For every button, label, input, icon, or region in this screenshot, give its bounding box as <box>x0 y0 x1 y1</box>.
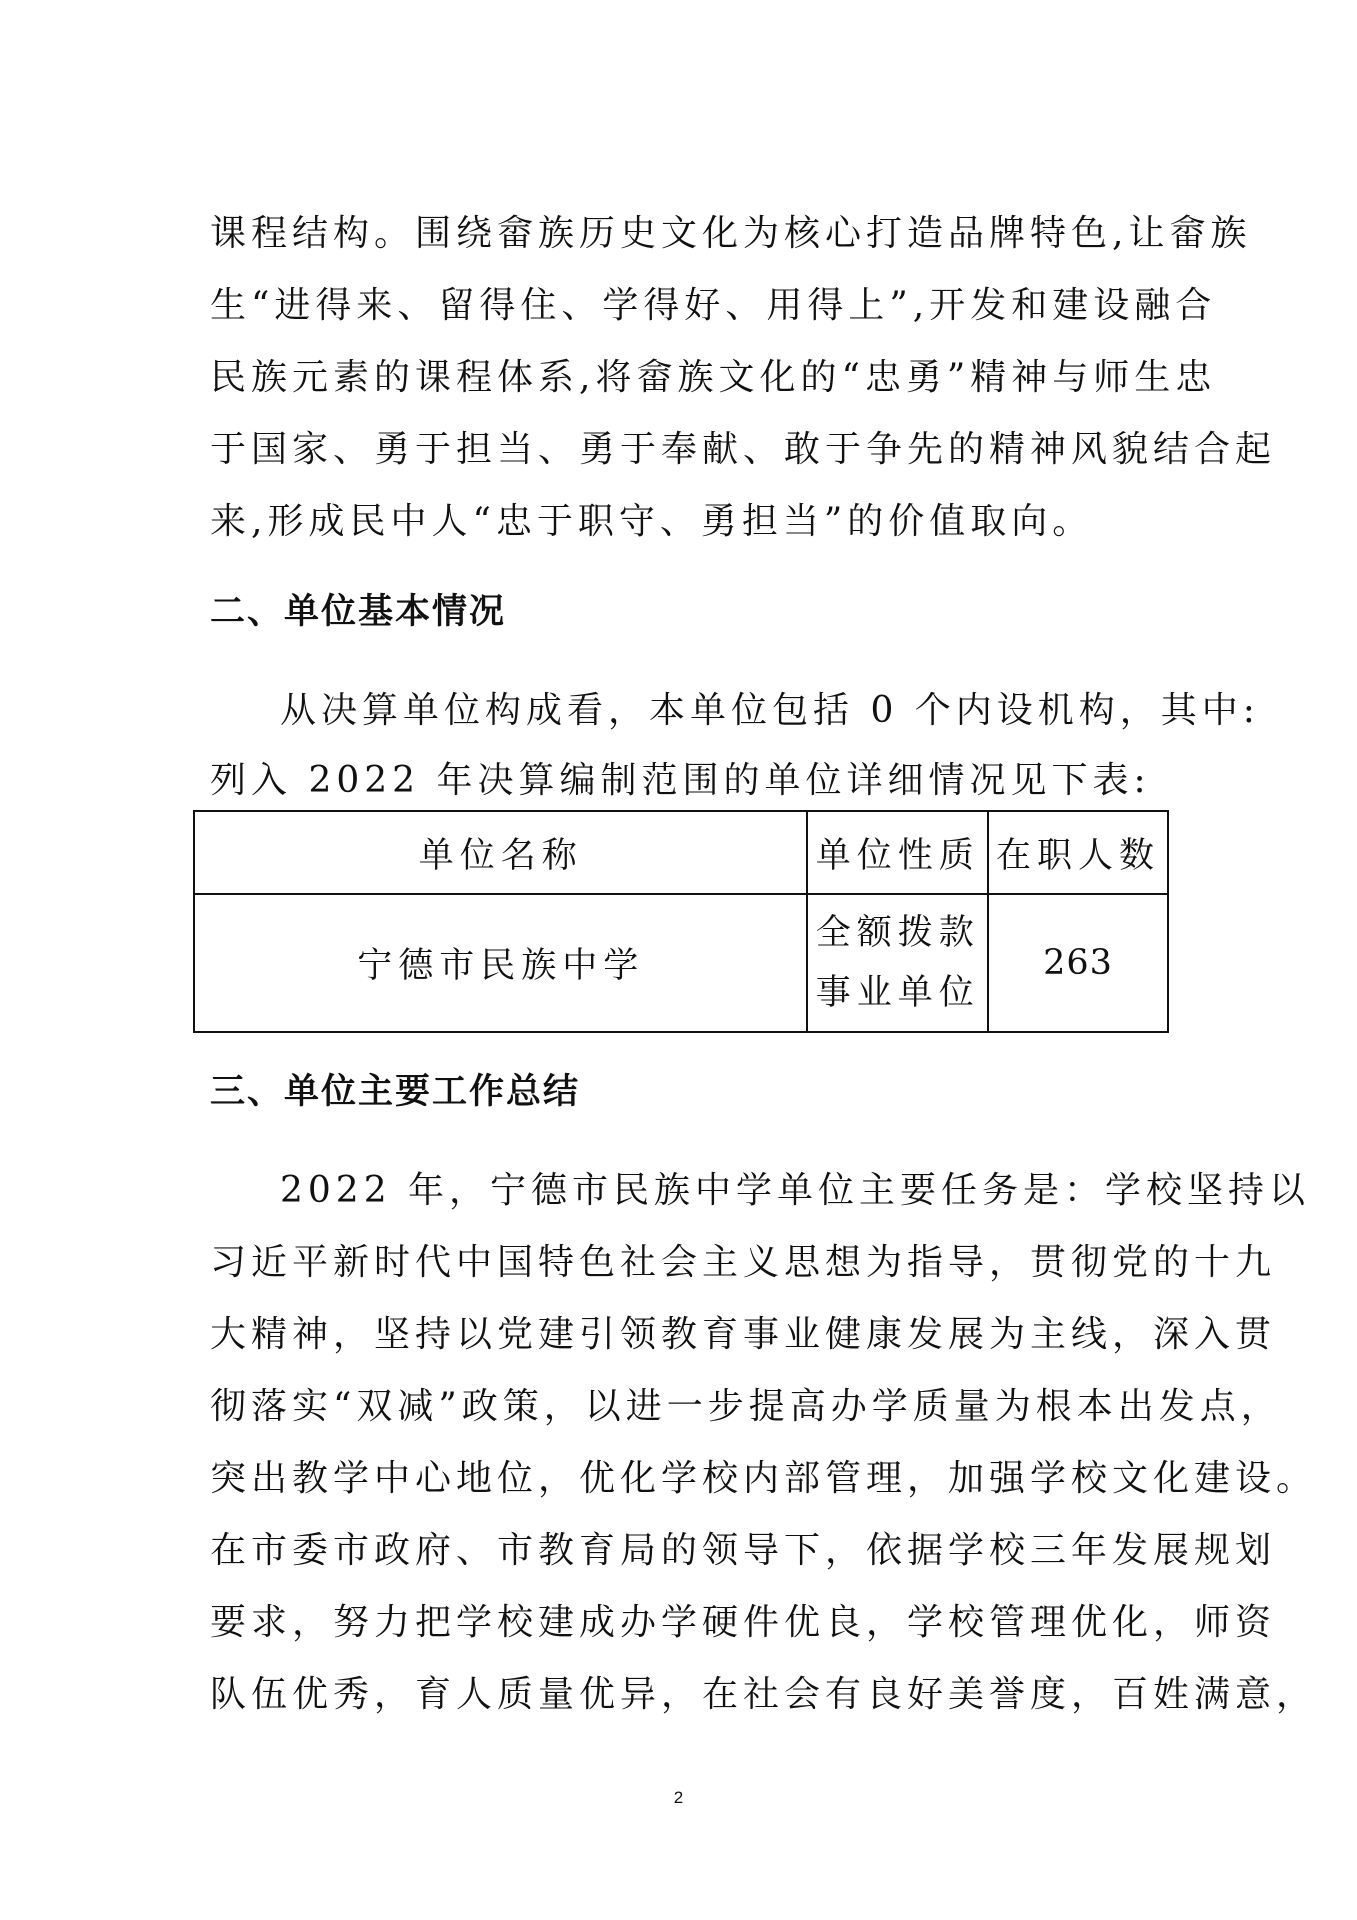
section-heading: 二、单位基本情况 <box>210 592 507 632</box>
table-header-cell: 单位性质 <box>807 811 988 894</box>
body-text-line: 要求，努力把学校建成办学硬件优良，学校管理优化，师资 <box>210 1602 1277 1643</box>
unit-nature-cell <box>807 894 988 1032</box>
body-text-line: 列入 2022 年决算编制范围的单位详细情况见下表: <box>210 760 1151 801</box>
body-text-line: 来,形成民中人“忠于职守、勇担当”的价值取向。 <box>210 501 1094 542</box>
body-text-line: 从决算单位构成看，本单位包括 0 个内设机构，其中: <box>280 690 1260 731</box>
body-text-line: 在市委市政府、市教育局的领导下，依据学校三年发展规划 <box>210 1530 1277 1571</box>
body-text-line: 突出教学中心地位，优化学校内部管理，加强学校文化建设。 <box>210 1458 1318 1499</box>
unit-nature-line: 全额拨款 <box>815 913 980 953</box>
body-text-line: 习近平新时代中国特色社会主义思想为指导，贯彻党的十九 <box>210 1242 1277 1283</box>
body-text-line: 生“进得来、留得住、学得好、用得上”,开发和建设融合 <box>210 285 1217 326</box>
unit-table <box>193 810 1169 1033</box>
unit-nature-line: 事业单位 <box>815 973 980 1013</box>
staff-count-cell: 263 <box>988 894 1168 1032</box>
page-number: 2 <box>673 1788 684 1807</box>
table-header-cell: 在职人数 <box>988 811 1168 894</box>
body-text-line: 课程结构。围绕畲族历史文化为核心打造品牌特色,让畲族 <box>210 213 1252 254</box>
unit-name-cell: 宁德市民族中学 <box>194 894 807 1032</box>
body-text-line: 队伍优秀，育人质量优异，在社会有良好美誉度，百姓满意， <box>210 1674 1318 1715</box>
table-header-row <box>194 811 1168 894</box>
table-header-cell: 单位名称 <box>194 811 807 894</box>
body-text-line: 2022 年，宁德市民族中学单位主要任务是：学校坚持以 <box>280 1170 1311 1211</box>
table-row <box>194 894 1168 1032</box>
section-heading: 三、单位主要工作总结 <box>210 1072 581 1112</box>
body-text-line: 民族元素的课程体系,将畲族文化的“忠勇”精神与师生忠 <box>210 357 1217 398</box>
body-text-line: 大精神，坚持以党建引领教育事业健康发展为主线，深入贯 <box>210 1314 1277 1355</box>
body-text-line: 彻落实“双减”政策，以进一步提高办学质量为根本出发点， <box>210 1386 1282 1427</box>
body-text-line: 于国家、勇于担当、勇于奉献、敢于争先的精神风貌结合起 <box>210 429 1277 470</box>
